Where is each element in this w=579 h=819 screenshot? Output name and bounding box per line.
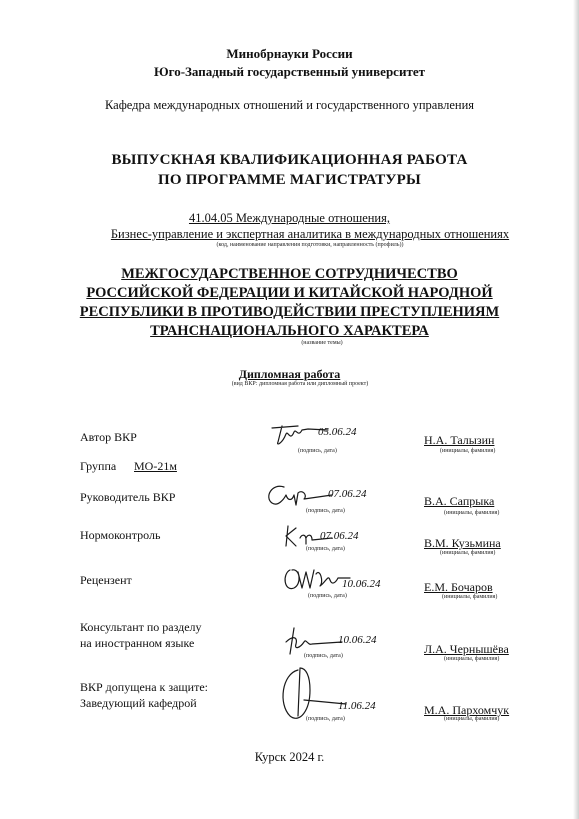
- admission-sign-hint: (подпись, дата): [306, 716, 345, 722]
- normcontrol-name: В.М. Кузьмина: [424, 536, 501, 550]
- consultant-name-hint: (инициалы, фамилия): [444, 656, 500, 662]
- work-kind-hint: (вид ВКР: дипломная работа или дипломный проект): [231, 381, 369, 387]
- supervisor-name: В.А. Сапрыка: [424, 494, 495, 508]
- reviewer-label: Рецензент: [80, 573, 132, 587]
- work-type-line2: ПО ПРОГРАММЕ МАГИСТРАТУРЫ: [158, 172, 421, 188]
- department: Кафедра международных отношений и государственного управления: [104, 98, 475, 112]
- topic-line-1: МЕЖГОСУДАРСТВЕННОЕ СОТРУДНИЧЕСТВО: [121, 266, 458, 282]
- work-type-line1: ВЫПУСКНАЯ КВАЛИФИКАЦИОННАЯ РАБОТА: [111, 152, 468, 168]
- supervisor-label: Руководитель ВКР: [80, 490, 176, 504]
- city-year: Курск 2024 г.: [254, 750, 325, 764]
- admission-name: М.А. Пархомчук: [424, 703, 510, 717]
- admission-label-1: ВКР допущена к защите:: [80, 680, 208, 694]
- consultant-date: 10.06.24: [338, 634, 377, 646]
- consultant-signature: [282, 626, 342, 656]
- topic-hint: (название темы): [301, 340, 343, 346]
- supervisor-date: 07.06.24: [328, 488, 367, 500]
- program-hint: (код, наименование направления подготовки, направленность (профиль)): [216, 242, 404, 248]
- reviewer-sign-hint: (подпись, дата): [308, 593, 347, 599]
- topic-line-4: ТРАНСНАЦИОНАЛЬНОГО ХАРАКТЕРА: [150, 323, 429, 339]
- supervisor-signature: [262, 481, 332, 511]
- consultant-name: Л.А. Чернышёва: [424, 642, 509, 656]
- author-name-hint: (инициалы, фамилия): [440, 448, 496, 454]
- normcontrol-sign-hint: (подпись, дата): [306, 546, 345, 552]
- topic-line-2: РОССИЙСКОЙ ФЕДЕРАЦИИ И КИТАЙСКОЙ НАРОДНОЙ: [86, 285, 493, 301]
- admission-name-hint: (инициалы, фамилия): [444, 716, 500, 722]
- reviewer-signature: [280, 562, 350, 596]
- reviewer-date: 10.06.24: [342, 578, 381, 590]
- author-sign-hint: (подпись, дата): [298, 448, 337, 454]
- author-date: 05.06.24: [318, 426, 357, 438]
- author-name: Н.А. Талызин: [424, 433, 495, 447]
- normcontrol-label: Нормоконтроль: [80, 528, 161, 542]
- group-value: МО-21м: [134, 459, 177, 473]
- university: Юго-Западный государственный университет: [154, 64, 425, 79]
- admission-date: 11.06.24: [338, 700, 376, 712]
- scan-edge-shadow: [573, 0, 579, 819]
- program-code: 41.04.05 Международные отношения,: [188, 211, 391, 225]
- normcontrol-name-hint: (инициалы, фамилия): [440, 550, 496, 556]
- ministry: Минобрнауки России: [226, 46, 353, 61]
- admission-label-2: Заведующий кафедрой: [80, 696, 197, 710]
- reviewer-name: Е.М. Бочаров: [424, 580, 493, 594]
- consultant-label-2: на иностранном языке: [80, 636, 195, 650]
- program-profile: Бизнес-управление и экспертная аналитика в международных отношениях: [110, 227, 510, 241]
- consultant-sign-hint: (подпись, дата): [304, 653, 343, 659]
- normcontrol-date: 07.06.24: [320, 530, 359, 542]
- reviewer-name-hint: (инициалы, фамилия): [442, 594, 498, 600]
- topic-line-3: РЕСПУБЛИКИ В ПРОТИВОДЕЙСТВИИ ПРЕСТУПЛЕНИЯМ: [79, 304, 500, 320]
- author-label: Автор ВКР: [80, 430, 137, 444]
- group-label: Группа: [80, 459, 117, 473]
- head-signature: [276, 660, 346, 724]
- supervisor-name-hint: (инициалы, фамилия): [444, 510, 500, 516]
- supervisor-sign-hint: (подпись, дата): [306, 508, 345, 514]
- work-kind: Дипломная работа: [238, 367, 341, 381]
- consultant-label-1: Консультант по разделу: [80, 620, 202, 634]
